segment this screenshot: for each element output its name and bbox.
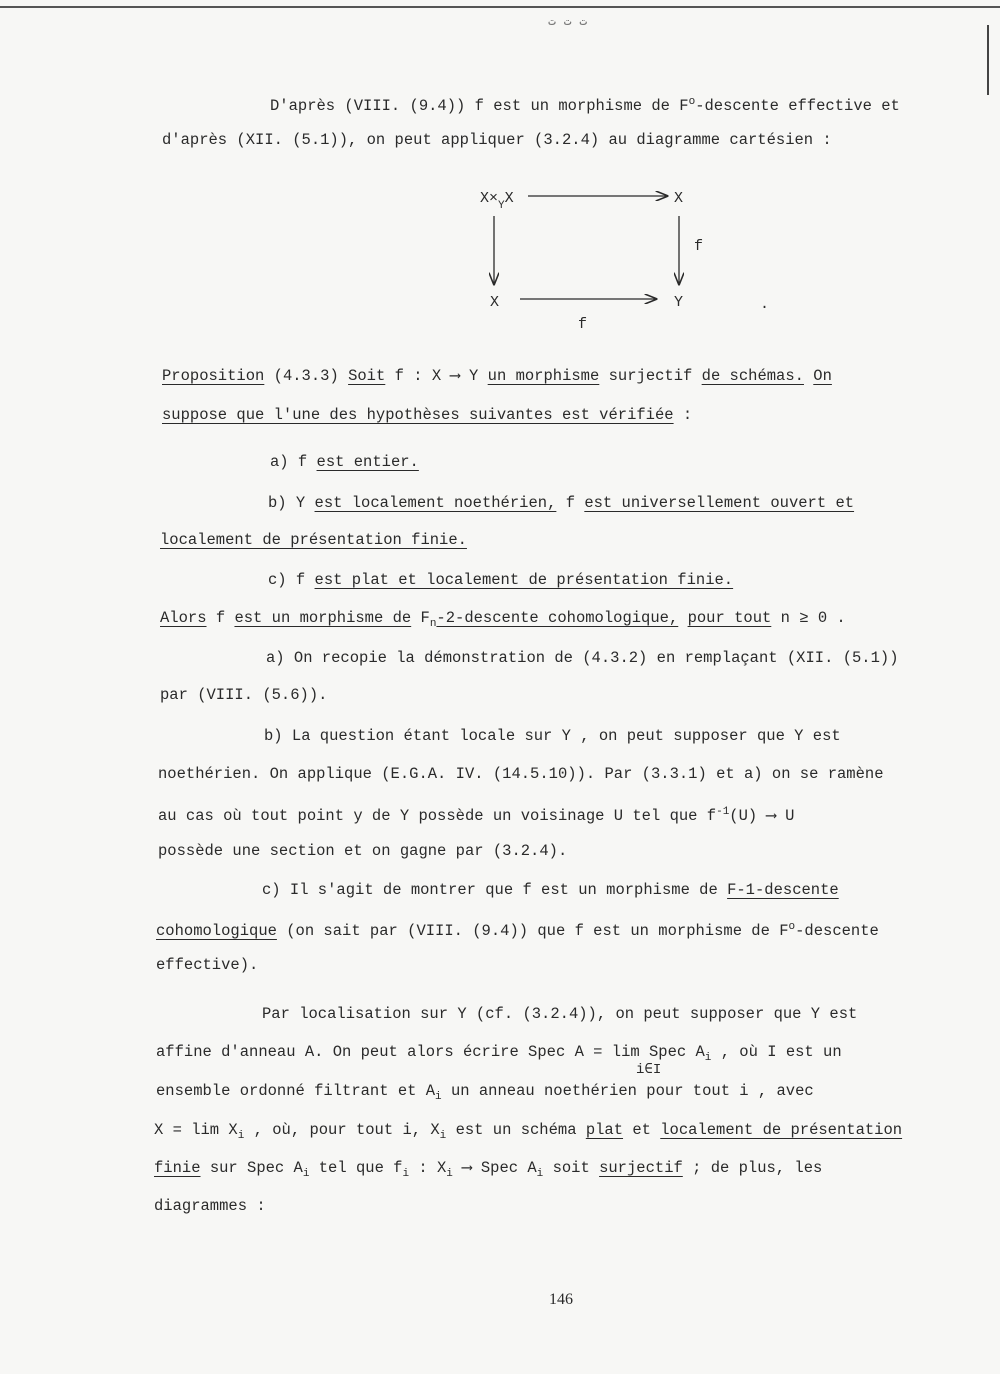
localisation-line-3: ensemble ordonné filtrant et $A_i$ un anneau noethérien pour tout i , avec — [156, 1082, 814, 1104]
localisation-line-5: finie sur Spec $A_i$ tel que $f_i$ : $X_i$ ⟶ Spec $A_i$ soit surjectif ; de plus, les — [154, 1159, 823, 1181]
cartesian-diagram — [470, 180, 770, 340]
localisation-line-2: affine d'anneau A. On peut alors écrire Spec A = lim Spec $A_i$ , où I est un — [156, 1043, 842, 1065]
proof-b-line-1: b) La question étant locale sur Y , on peut supposer que Y est — [264, 727, 841, 745]
proof-b-line-2: noethérien. On applique (E.G.A. IV. (14.5.10)). Par (3.3.1) et a) on se ramène — [158, 765, 884, 783]
proposition-line-1: Proposition (4.3.3) Soit f : X ⟶ Y un morphisme surjectif de schémas. On — [162, 367, 832, 385]
proposition-line-2: suppose que l'une des hypothèses suivantes est vérifiée : — [162, 406, 693, 424]
binding-edge-mark — [987, 25, 989, 95]
diagram-bottom-label: f — [578, 316, 588, 333]
proof-b-line-4: possède une section et on gagne par (3.2.4). — [158, 842, 568, 860]
hypothesis-a: a) f est entier. — [270, 453, 419, 471]
localisation-line-4: $X = \lim X_i$ , où, pour tout i, $X_i$ est un schéma plat et localement de présentation — [154, 1121, 903, 1143]
diagram-top-right: X — [674, 190, 684, 207]
proposition-conclusion: Alors f est un morphisme de $F_n-2$-descente cohomologique, pour tout n ≥ 0 . — [160, 609, 846, 631]
diagram-bottom-left: X — [490, 294, 500, 311]
diagram-right-label: f — [694, 238, 704, 255]
proof-c-line-2: cohomologique (on sait par (VIII. (9.4)) que f est un morphisme de $F^o$-descente — [156, 921, 879, 941]
proof-c-line-3: effective). — [156, 956, 259, 974]
hypothesis-c: c) f est plat et localement de présentation finie. — [268, 571, 734, 589]
top-rule — [0, 6, 1000, 8]
proof-a-line-2: par (VIII. (5.6)). — [160, 686, 328, 704]
localisation-line-6: diagrammes : — [154, 1197, 266, 1215]
p1-line-2: d'après (XII. (5.1)), on peut appliquer (3.2.4) au diagramme cartésien : — [162, 131, 832, 149]
diagram-top-left: $X\times_YX$ — [480, 190, 514, 212]
diagram-bottom-right: Y — [674, 294, 684, 311]
proof-c-line-1: c) Il s'agit de montrer que f est un morphisme de F-1-descente — [262, 881, 839, 899]
hypothesis-b-cont: localement de présentation finie. — [160, 531, 467, 549]
localisation-line-1: Par localisation sur Y (cf. (3.2.4)), on peut supposer que Y est — [262, 1005, 858, 1023]
page-number: 146 — [549, 1291, 573, 1308]
limit-index: i∈I — [636, 1062, 662, 1078]
hypothesis-b: b) Y est localement noethérien, f est universellement ouvert et — [268, 494, 855, 512]
diagram-dot: . — [760, 296, 770, 313]
proof-a-line-1: a) On recopie la démonstration de (4.3.2) en remplaçant (XII. (5.1)) — [266, 649, 899, 667]
page-header-mark: ت ت ت — [548, 14, 588, 29]
p1-line-1: D'après (VIII. (9.4)) f est un morphisme de $F^o$-descente effective et — [270, 96, 900, 116]
proof-b-line-3: au cas où tout point y de Y possède un voisinage U tel que $f^{-1}(U)$ ⟶ U — [158, 806, 795, 826]
